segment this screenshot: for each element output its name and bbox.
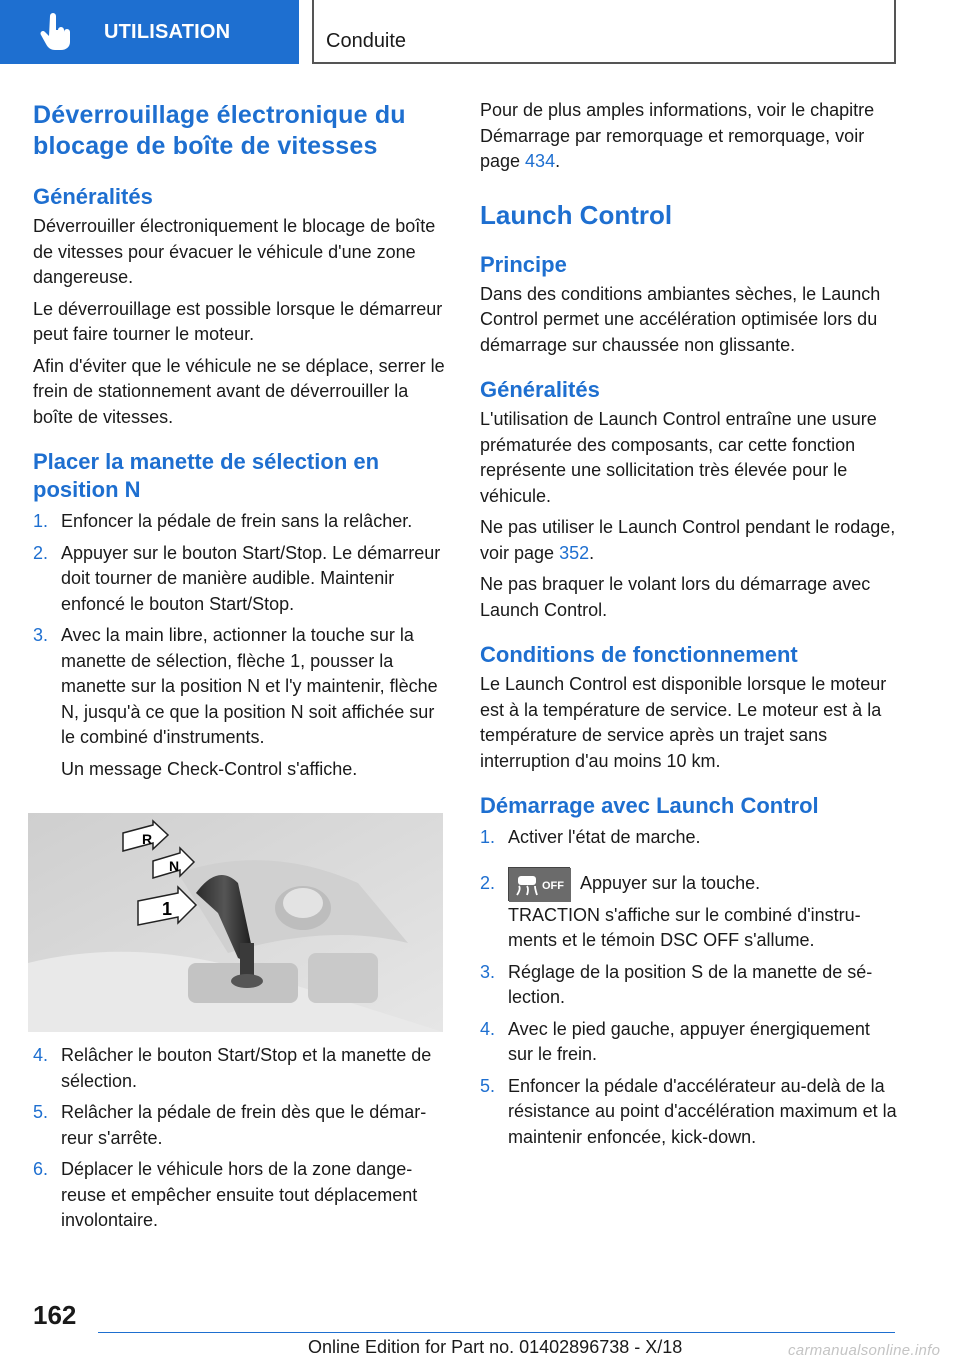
list-item: 6. Déplacer le véhicule hors de la zone dangereuse et empêcher ensuite tout déplacement involontaire. xyxy=(33,1159,418,1230)
list-item: 2. OFF Appuyer sur la touche. xyxy=(480,865,898,901)
paragraph: Le déverrouillage est possible lorsque le démarreur peut faire tourner le moteur. xyxy=(33,298,443,344)
left-column xyxy=(33,100,451,782)
paragraph: Afin d'éviter que le véhicule ne se déplace, serrer le frein de stationnement avant de déverrouiller la boîte de vitesses. xyxy=(33,355,445,427)
fig-label-r: R xyxy=(142,831,153,847)
section-title: Déverrouillage électronique du blocage de boîte de vitesses xyxy=(33,101,406,160)
right-column xyxy=(480,98,898,1150)
list-item: 5. Relâcher la pédale de frein dès que le démarreur s'arrête. xyxy=(33,1102,427,1148)
page-link[interactable]: 434 xyxy=(525,151,556,171)
step-note: Un message Check-Control s'affiche. xyxy=(61,758,358,779)
footer-divider xyxy=(98,1332,895,1333)
fig-label-n: N xyxy=(169,858,180,874)
list-item: 3. Réglage de la position S de la manette de sélection. xyxy=(480,961,873,1008)
launch-control-heading: Launch Control xyxy=(480,199,673,230)
steps-list xyxy=(480,825,898,901)
dsc-off-icon xyxy=(509,868,571,902)
breadcrumb: Conduite xyxy=(326,30,407,52)
generalites-heading: Généralités xyxy=(33,184,153,209)
paragraph: Pour de plus amples informations, voir le chapitre Démarrage par remorquage et remorquage, voir page 434. xyxy=(480,100,875,171)
list-item: 1. Enfoncer la pédale de frein sans la relâcher. xyxy=(33,511,413,531)
list-item: 3. Avec la main libre, actionner la touche sur la manette de sélection, flèche 1, pousser la manette sur la position N et l'y maintenir, flèche N, jusqu'à ce que la position N soit affichée sur le combiné d'instruments. xyxy=(33,625,438,747)
gear-selector-icon xyxy=(28,813,443,1032)
paragraph: L'utilisation de Launch Control entraîne une usure prématurée des composants, car cette fonction représente une sollicitation très élevée pour le véhicule. xyxy=(480,409,877,506)
watermark: carmanualsonline.info xyxy=(788,1342,941,1359)
fig-label-1: 1 xyxy=(162,899,173,919)
principe-heading: Principe xyxy=(480,251,567,277)
paragraph: Dans des conditions ambiantes sèches, le Launch Control permet une accélération optimisée lors du démarrage sur chaussée non glissante. xyxy=(480,283,881,355)
paragraph: Déverrouiller électroniquement le blocage de boîte de vitesses pour évacuer le véhicule d'une zone dangereuse. xyxy=(33,216,436,287)
generalites-heading: Généralités xyxy=(480,377,600,402)
paragraph: Ne pas utiliser le Launch Control pendant le rodage, voir page 352. xyxy=(480,517,896,563)
conditions-heading: Conditions de fonctionnement xyxy=(480,642,798,667)
steps-list xyxy=(33,509,451,751)
section-tab xyxy=(0,0,299,64)
list-item: 1. Activer l'état de marche. xyxy=(480,827,701,847)
list-item: 5. Enfoncer la pédale d'accélérateur au-delà de la résistance au point d'accélération maximum et la maintenir enfoncée, kick-down. xyxy=(480,1075,897,1147)
steps-list xyxy=(480,960,898,1151)
step-note: TRACTION s'affiche sur le combiné d'instruments et le témoin DSC OFF s'allume. xyxy=(508,904,861,951)
paragraph: Ne pas braquer le volant lors du démarrage avec Launch Control. xyxy=(480,574,871,620)
list-item: 4. Relâcher le bouton Start/Stop et la manette de sélection. xyxy=(33,1045,432,1091)
page-number: 162 xyxy=(33,1300,77,1330)
list-item: 2. Appuyer sur le bouton Start/Stop. Le démarreur doit tourner de manière audible. Maintenir enfoncé le bouton Start/Stop. xyxy=(33,542,441,614)
dsc-off-button xyxy=(508,867,570,901)
footer-edition: Online Edition for Part no. 01402896738 - X/18 xyxy=(308,1337,683,1357)
gear-selector-illustration xyxy=(28,813,443,1032)
pointing-hand-icon xyxy=(38,12,76,52)
steps-list xyxy=(33,1043,451,1234)
placer-heading: Placer la manette de sélection en position N xyxy=(33,449,380,502)
svg-text:OFF: OFF xyxy=(542,879,564,892)
list-item: 4. Avec le pied gauche, appuyer énergiquement sur le frein. xyxy=(480,1018,870,1065)
demarrage-heading: Démarrage avec Launch Control xyxy=(480,793,819,818)
section-label: UTILISATION xyxy=(104,20,231,43)
page-link[interactable]: 352 xyxy=(559,542,590,563)
breadcrumb-box xyxy=(312,0,896,64)
paragraph: Le Launch Control est disponible lorsque le moteur est à la température de service. Le moteur est à la température de service après un trajet sans interruption d'au moins 10 km. xyxy=(480,674,887,771)
left-column-lower xyxy=(33,1043,451,1234)
